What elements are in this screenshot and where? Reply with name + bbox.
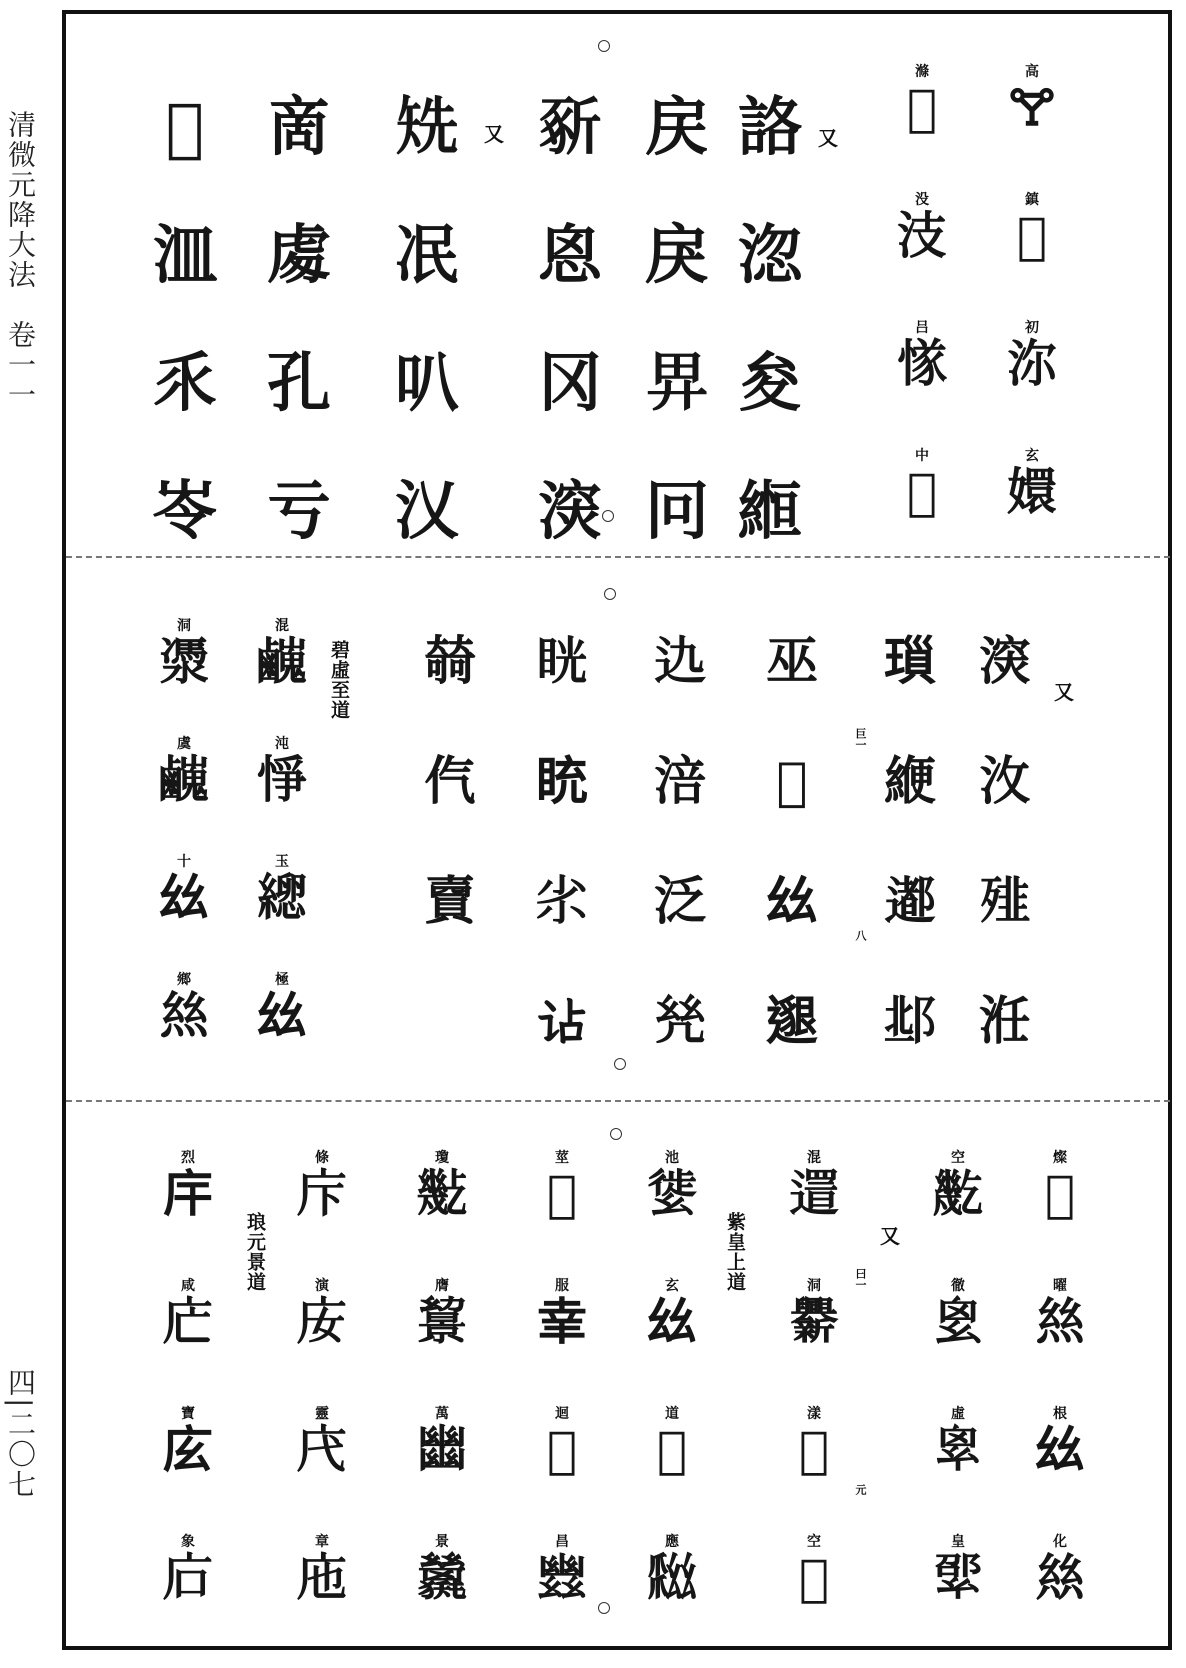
block2-note-2: 八 [854,930,867,941]
seal-glyph: 𢇁 [159,986,209,1045]
seal-glyph: 䖏 [267,218,331,293]
seal-glyph: 㚡 [423,631,476,692]
char-label: 景 [435,1534,449,1550]
seal-glyph: 𢇌 [647,1164,697,1223]
seal-glyph: 乑 [153,346,217,421]
seal-glyph: 𢇎 [656,1420,687,1479]
page-folio: 四|二〇七 [4,1368,37,1500]
seal-glyph: 𢆶 [765,871,818,932]
block3-marker: 又 [880,1224,900,1248]
seal-glyph: 𢇉 [1044,1164,1075,1223]
seal-glyph: 亏 [267,474,331,549]
seal-glyph: 𥆄 [535,631,588,692]
char-label: 初 [1025,320,1039,336]
seal-glyph: 㴱 [978,631,1031,692]
seal-glyph: 縆 [738,474,802,549]
seal-glyph: 𨗿 [765,991,818,1052]
block3-section-title-2: 琅元景道 [244,1212,266,1292]
seal-glyph: 㵗 [159,632,209,691]
char-label: 皇 [951,1534,965,1550]
seal-glyph: 𢆶 [647,1292,697,1351]
block3-section-title-1: 紫皇上道 [724,1212,746,1292]
seal-glyph: 㲼 [395,474,459,549]
block2-column-7 [240,618,324,1090]
seal-glyph: 戾 [645,218,709,293]
circle-mark [614,1058,626,1070]
seal-glyph: 㳑 [153,218,217,293]
char-label: 演 [315,1278,329,1294]
seal-glyph: 𢆶 [257,986,307,1045]
seal-glyph: 𪊃 [159,750,209,809]
char-label: 燦 [1053,1150,1067,1166]
char-label: 沌 [275,736,289,752]
book-title: 清微元降大法 卷一一 [4,110,37,410]
block1-marker-2: 又 [484,122,504,146]
seal-glyph: 𢇔 [417,1292,467,1351]
seal-glyph: 𧮪 [535,991,588,1052]
block3-column-7 [280,1150,364,1662]
char-label: 空 [951,1150,965,1166]
seal-glyph: 泛 [653,871,706,932]
block3-column-6 [400,1150,484,1662]
seal-glyph: 𢆿 [933,1292,983,1351]
seal-glyph: 𢇃 [1035,1548,1085,1607]
seal-glyph: 㥞 [897,334,947,393]
seal-glyph: 嬛 [1007,462,1057,521]
block3-column-4 [630,1150,714,1662]
char-label: 漾 [807,1406,821,1422]
seal-glyph: 冺 [395,218,459,293]
char-label: 極 [275,972,289,988]
char-label: 空 [807,1534,821,1550]
seal-glyph: 𣲌 [165,90,205,165]
char-label: 鄉 [177,972,191,988]
block2-column-6 [410,606,490,966]
block3-column-3 [772,1150,856,1662]
char-label: 虛 [951,1406,965,1422]
seal-glyph: 𢇛 [163,1164,213,1223]
seal-glyph: 孔 [267,346,331,421]
seal-glyph: 𢇘 [297,1292,347,1351]
seal-glyph: 恖 [538,218,602,293]
block2-column-3 [752,606,832,1086]
block2-column-2 [870,606,950,1086]
seal-glyph: 𢇖 [417,1548,467,1607]
char-label: 没 [915,192,929,208]
seal-glyph: 𥅻 [535,751,588,812]
seal-glyph: 𢇂 [798,1420,829,1479]
char-label: 高 [1025,64,1039,80]
char-label: 應 [665,1534,679,1550]
block1-column-6 [382,64,472,576]
seal-glyph: 𦍒 [537,1292,587,1351]
seal-glyph: 𨗊 [883,871,936,932]
seal-glyph: 冈 [538,346,602,421]
seal-glyph: 𥏌 [395,90,459,165]
block1-column-3 [725,64,815,576]
char-label: 迴 [555,1406,569,1422]
block2-note: 巨一 [854,728,867,750]
char-label: 中 [915,448,929,464]
char-label: 混 [807,1150,821,1166]
seal-glyph: 𨖞 [789,1164,839,1223]
seal-glyph: 𢇚 [297,1548,347,1607]
seal-glyph: 𦎕 [1016,206,1047,265]
seal-glyph: 𢗟 [776,751,808,812]
char-label: 池 [665,1150,679,1166]
seal-glyph: 𨙥 [798,1548,829,1607]
char-label: 服 [555,1278,569,1294]
block3-column-1 [1018,1150,1102,1662]
seal-glyph: 𢇑 [537,1548,587,1607]
char-label: 玄 [665,1278,679,1294]
seal-glyph: 夋 [738,346,802,421]
seal-glyph: 戻 [645,90,709,165]
char-label: 洞 [177,618,191,634]
char-label: 瓊 [435,1150,449,1166]
char-label: 靈 [315,1406,329,1422]
seal-glyph: 詻 [738,90,802,165]
seal-glyph: 㳝 [978,991,1031,1052]
seal-glyph: 𢇏 [647,1548,697,1607]
seal-glyph: 𨛆 [883,991,936,1052]
seal-glyph: 巫 [765,631,818,692]
char-label: 吕 [915,320,929,336]
seal-glyph: 啇 [267,90,331,165]
char-label: 滌 [915,64,929,80]
char-label: 混 [275,618,289,634]
char-label: 烈 [181,1150,195,1166]
circle-mark [604,588,616,600]
seal-glyph: 𩐁 [978,871,1031,932]
seal-glyph: 𢇞 [163,1548,213,1607]
char-label: 章 [315,1534,329,1550]
char-label: 膺 [435,1278,449,1294]
seal-glyph: 㐹 [423,751,476,812]
seal-glyph: 岺 [153,474,217,549]
char-label: 寶 [181,1406,195,1422]
block2-section-title: 碧虛至道 [328,640,350,720]
seal-glyph: 涪 [653,751,706,812]
block1-column-2 [880,64,964,576]
seal-glyph: 𪊃 [257,632,307,691]
seal-glyph: 𢇗 [297,1164,347,1223]
char-label: 根 [1053,1406,1067,1422]
block1-column-4 [632,64,722,576]
char-label: 玄 [1025,448,1039,464]
seal-glyph: 𤨏 [883,631,936,692]
seal-glyph: 𢛵 [257,750,307,809]
circle-mark [598,40,610,52]
char-label: 玉 [275,854,289,870]
char-label: 萬 [435,1406,449,1422]
seal-glyph: 𢇆 [933,1420,983,1479]
seal-glyph: 𧶠 [423,871,476,932]
seal-glyph: 𢆶 [159,868,209,927]
char-label: 莖 [555,1150,569,1166]
seal-glyph: 𢇓 [933,1164,983,1223]
seal-glyph: 𢇊 [933,1548,983,1607]
seal-glyph: 𡭝 [535,871,588,932]
char-label: 虞 [177,736,191,752]
block1-column-7 [254,64,344,576]
block3-column-8 [146,1150,230,1662]
seal-glyph: 㴱 [538,474,602,549]
seal-glyph: 緶 [883,751,936,812]
seal-glyph: 𣲖 [906,78,937,137]
seal-glyph: 𡧑 [906,462,937,521]
seal-glyph: 𡗐 [546,1164,577,1223]
char-label: 洞 [807,1278,821,1294]
char-label: 咸 [181,1278,195,1294]
seal-glyph: 𢇙 [297,1420,347,1479]
char-label: 徹 [951,1278,965,1294]
block3-note-2: 元 [854,1484,867,1495]
char-label: 象 [181,1534,195,1550]
seal-glyph: 𢇒 [417,1164,467,1223]
block2-column-4 [640,606,720,1086]
seal-glyph: 冋 [645,474,709,549]
char-label: 道 [665,1406,679,1422]
seal-glyph: 🝖 [1008,78,1056,137]
section-divider-2 [66,1100,1170,1102]
seal-glyph: 淴 [738,218,802,293]
circle-mark [610,1128,622,1140]
seal-glyph: 𢇐 [546,1420,577,1479]
char-label: 十 [177,854,191,870]
seal-glyph: 𢇁 [1035,1292,1085,1351]
seal-glyph: 𨑁 [789,1292,839,1351]
seal-glyph: 𣂡 [538,90,602,165]
block3-column-5 [520,1150,604,1662]
seal-glyph: 𨑍 [653,631,706,692]
seal-glyph: 𢇜 [163,1292,213,1351]
seal-glyph: 𢆶 [1035,1420,1085,1479]
seal-glyph: 𢇝 [163,1420,213,1479]
block1-column-5 [525,64,615,576]
seal-glyph: 沵 [1007,334,1057,393]
block2-column-1 [965,606,1045,1086]
seal-glyph: 汥 [897,206,947,265]
char-label: 化 [1053,1534,1067,1550]
seal-glyph: 𢌿 [645,346,709,421]
seal-glyph: 㳊 [978,751,1031,812]
block1-marker: 又 [818,126,838,150]
block2-column-8 [142,618,226,1090]
block2-marker: 又 [1054,680,1074,704]
char-label: 昌 [555,1534,569,1550]
seal-glyph: 𢇕 [417,1420,467,1479]
block1-column-1 [990,64,1074,576]
char-label: 曜 [1053,1278,1067,1294]
block1-column-8 [140,64,230,576]
block3-column-2 [916,1150,1000,1662]
seal-glyph: 𦃕 [257,868,307,927]
seal-glyph: 𢆻 [653,991,706,1052]
char-label: 條 [315,1150,329,1166]
block2-column-5 [522,606,602,1086]
char-label: 鎮 [1025,192,1039,208]
seal-glyph: 叭 [395,346,459,421]
block3-note: 曰一 [854,1268,867,1290]
